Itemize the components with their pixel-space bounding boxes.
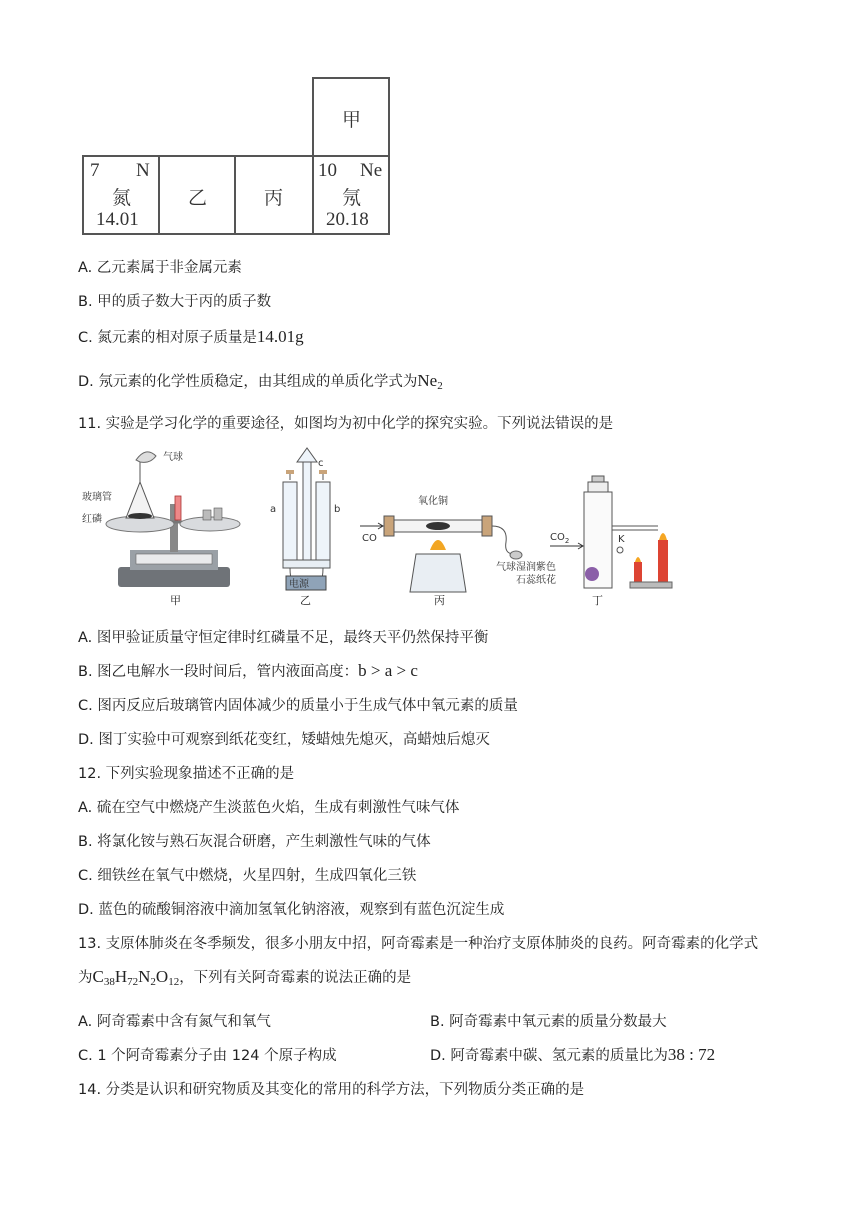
ne-name: 氖 [342, 188, 362, 209]
q13-formula-suffix: ，下列有关阿奇霉素的说法正确的是 [179, 970, 412, 986]
caption-bing: 丙 [434, 594, 445, 607]
cell-yi-label: 乙 [188, 188, 208, 209]
q13-option-c: C. 1 个阿奇霉素分子由 124 个原子构成 [78, 1048, 337, 1064]
ne-number: 10 [318, 160, 337, 181]
q10-option-b: B. 甲的质子数大于丙的质子数 [78, 294, 272, 310]
label-flower-2: 石蕊纸花 [516, 575, 556, 586]
label-glass-tube: 玻璃管 [82, 492, 112, 503]
ne-symbol: Ne [360, 160, 383, 181]
q12-option-c: C. 细铁丝在氧气中燃烧，火星四射，生成四氧化三铁 [78, 868, 417, 884]
label-copper-oxide: 氧化铜 [418, 496, 448, 507]
q11-figure [78, 442, 678, 610]
label-balloon-2: 气球 [496, 562, 516, 573]
caption-yi: 乙 [300, 594, 311, 607]
q13-stem: 13. 支原体肺炎在冬季频发，很多小朋友中招，阿奇霉素是一种治疗支原体肺炎的良药。阿奇霉素的化学式 [78, 936, 759, 952]
label-tube-b: b [334, 504, 341, 515]
label-balloon: 气球 [163, 452, 183, 463]
figure-bing-co-reduction [360, 494, 522, 607]
q10-option-d-symbol: Ne [417, 371, 438, 390]
cell-jia [312, 77, 390, 157]
q10-option-a: A. 乙元素属于非金属元素 [78, 260, 242, 276]
label-co2: $CO_2$ [550, 532, 570, 545]
label-valve-k: K [618, 534, 625, 545]
q13-option-b: B. 阿奇霉素中氧元素的质量分数最大 [430, 1014, 667, 1030]
ne-mass: 20.18 [326, 209, 369, 230]
q13-formula-prefix: 为 [78, 970, 93, 986]
n-number: 7 [90, 160, 100, 181]
q13-option-d [430, 1044, 715, 1065]
n-mass: 14.01 [96, 209, 139, 230]
q10-option-d [78, 370, 443, 392]
figure-yi-electrolysis [270, 448, 340, 607]
q12-option-a: A. 硫在空气中燃烧产生淡蓝色火焰，生成有刺激性气味气体 [78, 800, 460, 816]
cell-jia-label: 甲 [342, 110, 362, 131]
caption-ding: 丁 [592, 594, 603, 607]
caption-jia: 甲 [170, 594, 181, 607]
label-co: CO [362, 533, 377, 544]
cell-yi [158, 155, 236, 235]
q12-option-b: B. 将氯化铵与熟石灰混合研磨，产生刺激性气味的气体 [78, 834, 431, 850]
cell-bing-label: 丙 [264, 188, 284, 209]
q10-option-d-subscript: 2 [437, 380, 443, 392]
figure-ding-co2 [516, 476, 672, 607]
label-tube-c: c [318, 458, 324, 469]
q13-formula: $C_{38}H_{72}N_2O_{12}$ [92, 967, 180, 988]
q13-option-a: A. 阿奇霉素中含有氮气和氧气 [78, 1014, 271, 1030]
label-flower-1: 湿润紫色 [516, 562, 556, 573]
q11-stem: 11. 实验是学习化学的重要途径，如图均为初中化学的探究实验。下列说法错误的是 [78, 416, 614, 432]
q12-option-d: D. 蓝色的硫酸铜溶液中滴加氢氧化钠溶液，观察到有蓝色沉淀生成 [78, 902, 505, 918]
q11-option-b-text: B. 图乙电解水一段时间后，管内液面高度： [78, 664, 359, 680]
q13-option-d-value: 38 : 72 [667, 1045, 716, 1064]
q10-option-c [78, 326, 304, 347]
q10-option-c-text: C. 氮元素的相对原子质量是 [78, 330, 257, 346]
figure-jia-balance [82, 450, 240, 607]
q11-option-d: D. 图丁实验中可观察到纸花变红，矮蜡烛先熄灭，高蜡烛后熄灭 [78, 732, 490, 748]
label-power: 电源 [289, 579, 309, 590]
q11-option-a: A. 图甲验证质量守恒定律时红磷量不足，最终天平仍然保持平衡 [78, 630, 489, 646]
label-tube-a: a [270, 504, 277, 515]
label-red-phosphorus: 红磷 [82, 514, 102, 525]
cell-neon [312, 155, 390, 235]
q13-formula-line [78, 966, 411, 988]
n-symbol: N [136, 160, 150, 181]
q11-option-b-expr: b > a > c [358, 661, 418, 680]
q10-option-c-value: 14.01g [256, 327, 304, 346]
q11-option-c: C. 图丙反应后玻璃管内固体减少的质量小于生成气体中氧元素的质量 [78, 698, 518, 714]
q14-stem: 14. 分类是认识和研究物质及其变化的常用的科学方法，下列物质分类正确的是 [78, 1082, 585, 1098]
n-name: 氮 [112, 188, 132, 209]
q10-option-d-text: D. 氖元素的化学性质稳定，由其组成的单质化学式为 [78, 374, 418, 390]
q13-option-d-text: D. 阿奇霉素中碳、氢元素的质量比为 [430, 1048, 668, 1064]
cell-nitrogen [82, 155, 160, 235]
q11-option-b [78, 660, 418, 681]
q12-stem: 12. 下列实验现象描述不正确的是 [78, 766, 295, 782]
cell-bing [234, 155, 314, 235]
